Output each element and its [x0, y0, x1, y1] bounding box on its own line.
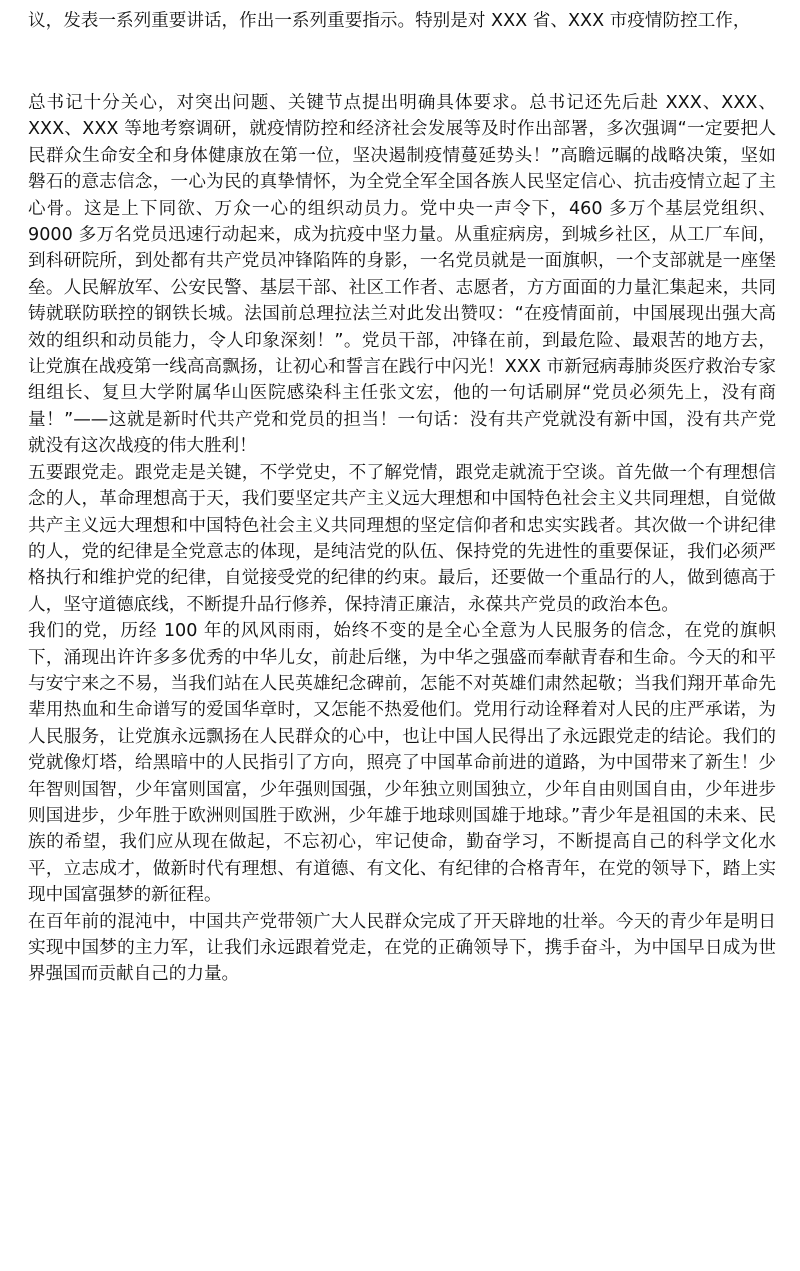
- paragraph-follow-party: 五要跟党走。跟党走是关键，不学党史，不了解党情，跟党走就流于空谈。首先做一个有理想信念的人，革命理想高于天，我们要坚定共产主义远大理想和中国特色社会主义共同理想，自觉做共产主义远大理想和中国特色社会主义共同理想的坚定信仰者和忠实实践者。其次做一个讲纪律的人，党的纪律是全党意志的体现，是纯洁党的队伍、保持党的先进性的重要保证，我们必须严格执行和维护党的纪律，自觉接受党的纪律的约束。最后，还要做一个重品行的人，做到德高于人，坚守道德底线，不断提升品行修养，保持清正廉洁，永葆共产党员的政治本色。: [28, 462, 776, 615]
- document-body: [28, 90, 776, 988]
- paragraph-conclusion: 在百年前的混沌中，中国共产党带领广大人民群众完成了开天辟地的壮举。今天的青少年是明日实现中国梦的主力军，让我们永远跟着党走，在党的正确领导下，携手奋斗，为中国早日成为世界强国而贡献自己的力量。: [28, 911, 776, 985]
- paragraph-our-party: 我们的党，历经 100 年的风风雨雨，始终不变的是全心全意为人民服务的信念，在党的旗帜下，涌现出许许多多优秀的中华儿女，前赴后继，为中华之强盛而奉献青春和生命。今天的和平与安宁来之不易，当我们站在人民英雄纪念碑前，怎能不对英雄们肃然起敬；当我们翔开革命先辈用热血和生命谱写的爱国华章时，又怎能不热爱他们。党用行动诠释着对人民的庄严承诺，为人民服务，让党旗永远飘扬在人民群众的心中，也让中国人民得出了永远跟党走的结论。我们的党就像灯塔，给黑暗中的人民指引了方向，照亮了中国革命前进的道路，为中国带来了新生！少年智则国智，少年富则国富，少年强则国强，少年独立则国独立，少年自由则国自由，少年进步则国进步，少年胜于欧洲则国胜于欧洲，少年雄于地球则国雄于地球。”青少年是祖国的未来、民族的希望，我们应从现在做起，不忘初心，牢记使命，勤奋学习，不断提高自己的科学文化水平，立志成才，做新时代有理想、有道德、有文化、有纪律的合格青年，在党的领导下，踏上实现中国富强梦的新征程。: [28, 621, 776, 906]
- top-text-fragment: 议，发表一系列重要讲话，作出一系列重要指示。特别是对 XXX 省、XXX 市疫情防控工作，: [28, 11, 751, 31]
- paragraph-epidemic: 总书记十分关心，对突出问题、关键节点提出明确具体要求。总书记还先后赴 XXX、XXX、XXX、XXX 等地考察调研，就疫情防控和经济社会发展等及时作出部署，多次强调“一定要把人民群众生命安全和身体健康放在第一位，坚决遏制疫情蔓延势头！”高瞻远瞩的战略决策，坚如磐石的意志信念，一心为民的真挚情怀，为全党全军全国各族人民坚定信心、抗击疫情立起了主心骨。这是上下同欲、万众一心的组织动员力。党中央一声令下，460 多万个基层党组织、9000 多万名党员迅速行动起来，成为抗疫中坚力量。从重症病房，到城乡社区，从工厂车间，到科研院所，到处都有共产党员冲锋陷阵的身影，一名党员就是一面旗帜，一个支部就是一座堡垒。人民解放军、公安民警、基层干部、社区工作者、志愿者，方方面面的力量汇集起来，共同铸就联防联控的钢铁长城。法国前总理拉法兰对此发出赞叹：“在疫情面前，中国展现出强大高效的组织和动员能力，令人印象深刻！”。党员干部，冲锋在前，到最危险、最艰苦的地方去，让党旗在战疫第一线高高飘扬，让初心和誓言在践行中闪光！XXX 市新冠病毒肺炎医疗救治专家组组长、复旦大学附属华山医院感染科主任张文宏，他的一句话刷屏“党员必须先上，没有商量！”——这就是新时代共产党和党员的担当！一句话：没有共产党就没有新中国，没有共产党就没有这次战疫的伟大胜利！: [28, 93, 776, 457]
